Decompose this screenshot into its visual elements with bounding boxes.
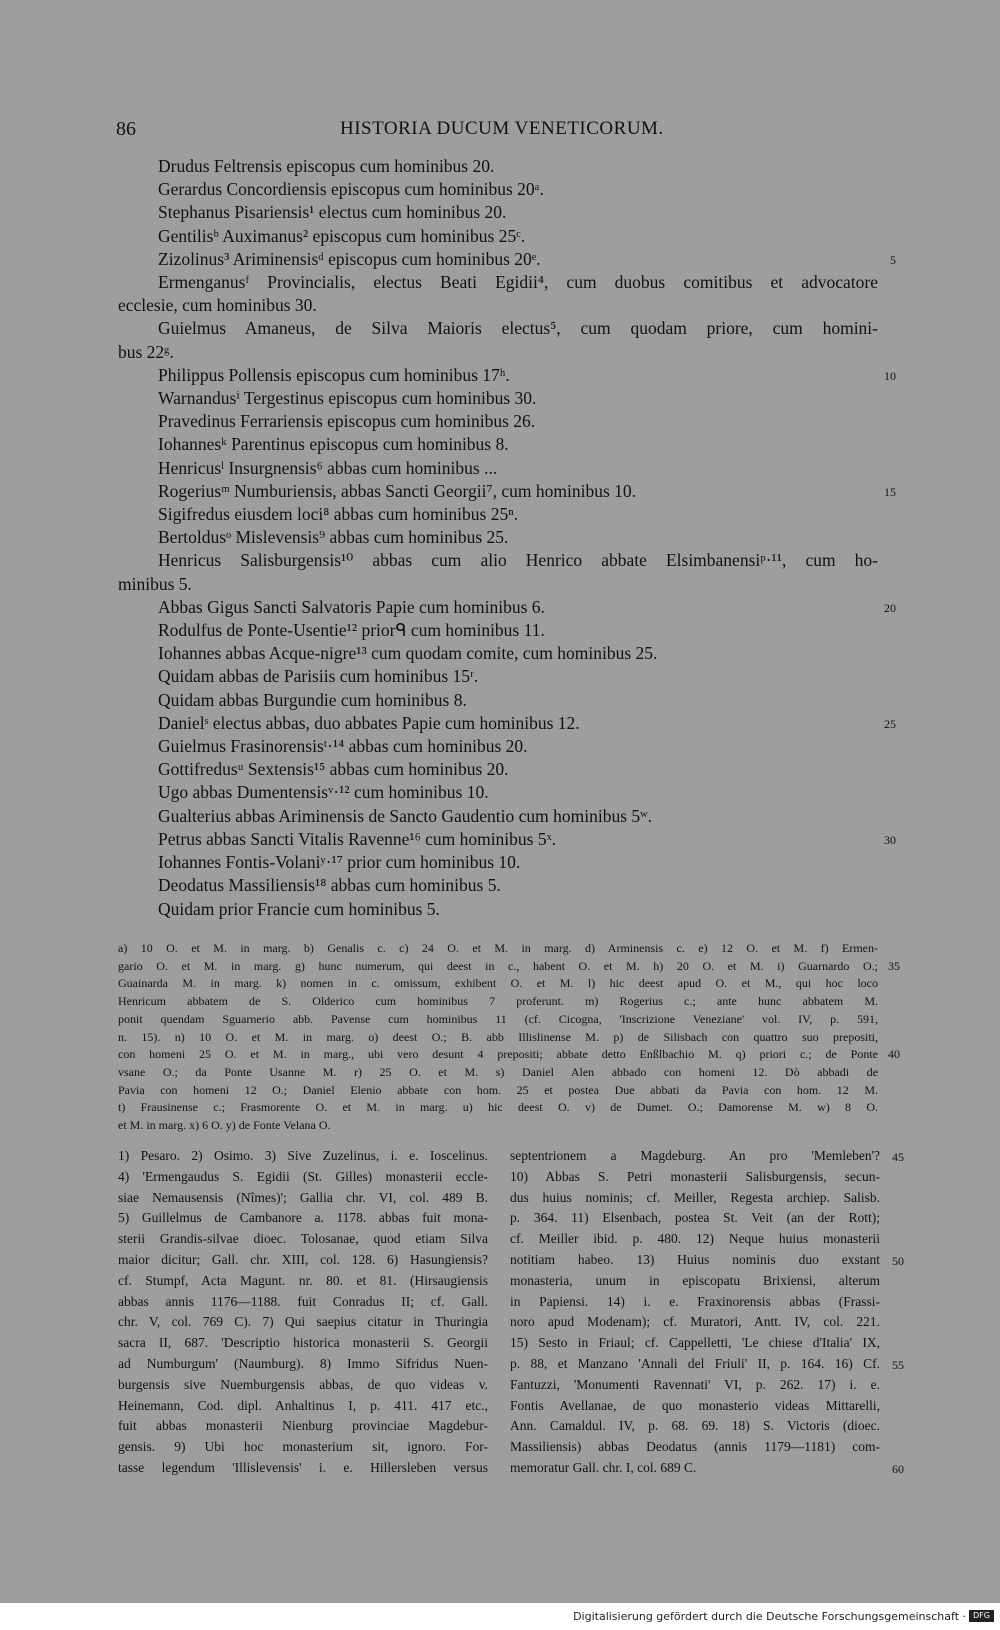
text-line-text: Quidam abbas de Parisiis cum hominibus 15ʳ. — [158, 666, 479, 687]
dfg-logo-icon: DFG — [969, 1610, 994, 1622]
apparatus-line — [118, 1117, 878, 1135]
text-line-text: Iohannes abbas Acque-nigre¹³ cum quodam comite, cum hominibus 25. — [158, 643, 658, 664]
note-line — [510, 1333, 880, 1354]
note-line — [510, 1396, 880, 1417]
apparatus-line — [118, 993, 878, 1011]
text-line-text: Pravedinus Ferrariensis episcopus cum hominibus 26. — [158, 411, 536, 432]
text-line-text: Gentilisᵇ Auximanus² episcopus cum hominibus 25ᶜ. — [158, 225, 526, 246]
line-number: 20 — [884, 600, 896, 615]
text-line — [118, 271, 878, 294]
notes-right-column — [510, 1146, 904, 1479]
text-line-text: Philippus Pollensis episcopus cum hominibus 17ʰ. — [158, 364, 510, 385]
text-line-text: Deodatus Massiliensis¹⁸ abbas cum hominibus 5. — [158, 875, 501, 896]
apparatus-line — [118, 940, 878, 958]
note-line-text: maior dicitur; Gall. chr. XIII, col. 128. 6) Hasungiensis? — [118, 1251, 488, 1267]
line-number: 25 — [884, 716, 896, 731]
note-line-text: notitiam habeo. 13) Huius nominis duo exstant — [510, 1251, 880, 1267]
note-line — [118, 1354, 488, 1375]
note-line — [118, 1416, 488, 1437]
footer-credit: Digitalisierung gefördert durch die Deutsche Forschungsgemeinschaft · — [573, 1610, 966, 1623]
line-number: 10 — [884, 368, 896, 383]
line-number: 50 — [892, 1253, 904, 1268]
text-line — [118, 387, 878, 410]
apparatus-line-text: a) 10 O. et M. in marg. b) Genalis c. c) 24 O. et M. in marg. d) Arminensis c. e) 12 O. et M. f) Ermen- — [118, 941, 878, 955]
note-line-text: sterii Grandis-silvae dioec. Tolosanae, quod etiam Silva — [118, 1231, 488, 1247]
text-line — [118, 689, 878, 712]
text-line — [118, 317, 878, 340]
note-line-text: p. 88, et Manzano 'Annali del Friuli' II, p. 164. 16) Cf. — [510, 1355, 880, 1371]
note-line — [118, 1188, 488, 1209]
text-line — [118, 433, 878, 456]
note-line-text: Fontis Avellanae, de quo monasterio videas Mittarelli, — [510, 1397, 880, 1413]
note-line-text: Fantuzzi, 'Monumenti Ravennati' VI, p. 262. 17) i. e. — [510, 1376, 880, 1392]
note-line — [118, 1229, 488, 1250]
text-line — [118, 573, 878, 596]
line-number: 60 — [892, 1461, 904, 1476]
note-line — [118, 1333, 488, 1354]
note-line — [118, 1250, 488, 1271]
apparatus-line-text: t) Frausinense c.; Frasmorente O. et M. in marg. u) hic deest O. v) de Dumet. O.; Damorense M. w) 8 O. — [118, 1100, 878, 1115]
note-line — [118, 1437, 488, 1458]
main-text — [118, 155, 896, 921]
note-line-text: noro apud Modenam); cf. Muratori, Antt. IV, col. 221. — [510, 1314, 880, 1330]
critical-apparatus — [118, 940, 900, 1135]
note-line-text: gensis. 9) Ubi hoc monasterium sit, ignoro. For- — [118, 1439, 488, 1455]
note-line-text: memoratur Gall. chr. I, col. 689 C. — [510, 1459, 697, 1475]
note-line — [118, 1167, 488, 1188]
apparatus-line-text: et M. in marg. x) 6 O. y) de Fonte Velana O. — [118, 1118, 331, 1133]
line-number: 15 — [884, 484, 896, 499]
text-line — [118, 410, 878, 433]
text-line-text: Rodulfus de Ponte-Usentie¹² priorᑫ cum hominibus 11. — [158, 620, 545, 641]
notes-left-column — [118, 1146, 488, 1479]
note-line-text: septentrionem a Magdeburg. An pro 'Memleben'? — [510, 1148, 880, 1163]
note-line — [118, 1292, 488, 1313]
note-line-text: sacra II, 687. 'Descriptio historica monasterii S. Georgii — [118, 1335, 488, 1351]
note-line-text: cf. Stumpf, Acta Magunt. nr. 80. et 81. (Hirsaugiensis — [118, 1272, 488, 1288]
text-line-text: Abbas Gigus Sancti Salvatoris Papie cum hominibus 6. — [158, 596, 545, 617]
note-line-text: tasse legendum 'Illislevensis' i. e. Hillersleben versus — [118, 1459, 488, 1475]
text-line-text: Iohannesᵏ Parentinus episcopus cum hominibus 8. — [158, 434, 509, 455]
note-line — [118, 1271, 488, 1292]
text-line — [118, 712, 896, 735]
note-line-text: abbas annis 1176—1188. fuit Conradus II; cf. Gall. — [118, 1293, 488, 1309]
apparatus-line — [118, 1029, 878, 1047]
note-line — [510, 1271, 880, 1292]
text-line-text: Gottifredusᵘ Sextensis¹⁵ abbas cum hominibus 20. — [158, 759, 509, 780]
running-title: HISTORIA DUCUM VENETICORUM. — [340, 118, 664, 139]
text-line-text: Henricus Salisburgensis¹⁰ abbas cum alio Henrico abbate Elsimbanensiᵖ·¹¹, cum ho- — [158, 550, 878, 571]
text-line — [118, 805, 878, 828]
note-line-text: 15) Sesto in Friaul; cf. Cappelletti, 'Le chiese d'Italia' IX, — [510, 1335, 880, 1351]
text-line-text: Iohannes Fontis-Volaniʸ·¹⁷ prior cum hominibus 10. — [158, 852, 521, 873]
note-line — [510, 1167, 880, 1188]
note-line-text: 10) Abbas S. Petri monasterii Salisburgensis, secun- — [510, 1168, 880, 1184]
note-line-text: chr. V, col. 769 C). 7) Qui saepius citatur in Thuringia — [118, 1314, 488, 1330]
text-line-text: Quidam prior Francie cum hominibus 5. — [158, 898, 440, 919]
text-line — [118, 851, 878, 874]
line-number: 30 — [884, 832, 896, 847]
text-line — [118, 155, 878, 178]
text-line — [118, 178, 878, 201]
page-number: 86 — [116, 118, 136, 140]
apparatus-line-text: Henricum abbatem de S. Olderico cum hominibus 7 proferunt. m) Rogerius c.; ante hunc abbatem M. — [118, 994, 878, 1009]
text-line-text: Guielmus Amaneus, de Silva Maioris electus⁵, cum quodam priore, cum homini- — [158, 318, 878, 339]
apparatus-line — [118, 1011, 878, 1029]
note-line-text: burgensis sive Nuemburgensis abbas, de quo videas v. — [118, 1376, 488, 1392]
note-line-text: monasteria, unum in episcopatu Brixiensi, alterum — [510, 1272, 880, 1288]
note-line-text: 5) Guillelmus de Cambanore a. 1178. abbas fuit mona- — [118, 1210, 488, 1226]
line-number: 35 — [888, 958, 900, 973]
text-line — [118, 549, 878, 572]
note-line — [510, 1354, 904, 1375]
text-line — [118, 294, 878, 317]
text-line — [118, 364, 896, 387]
digitization-footer — [0, 1603, 1000, 1630]
note-line-text: fuit abbas monasterii Nienburg provinciae Magdebur- — [118, 1418, 488, 1434]
note-line — [510, 1208, 880, 1229]
text-line — [118, 201, 878, 224]
note-line — [510, 1312, 880, 1333]
text-line — [118, 480, 896, 503]
note-line-text: Massiliensis) abbas Deodatus (annis 1179—1181) com- — [510, 1439, 880, 1455]
note-line-text: 4) 'Ermengaudus S. Egidii (St. Gilles) monasterii eccle- — [118, 1168, 488, 1184]
apparatus-line — [118, 1064, 878, 1082]
page-header — [0, 118, 1000, 148]
text-line — [118, 225, 878, 248]
note-line — [118, 1208, 488, 1229]
apparatus-line-text: gario O. et M. in marg. g) hunc numerum, qui deest in c., habent O. et M. h) 20 O. et M. i) Guarnardo O.; — [118, 958, 878, 973]
text-line — [118, 526, 878, 549]
text-line-text: Sigifredus eiusdem loci⁸ abbas cum hominibus 25ⁿ. — [158, 504, 519, 525]
text-line — [118, 898, 878, 921]
line-number: 45 — [892, 1150, 904, 1164]
text-line — [118, 503, 878, 526]
line-number: 5 — [890, 252, 896, 267]
text-line — [118, 758, 878, 781]
text-line-text: Quidam abbas Burgundie cum hominibus 8. — [158, 689, 467, 710]
text-line — [118, 874, 878, 897]
text-line-text: Ugo abbas Dumentensisᵛ·¹² cum hominibus 10. — [158, 782, 489, 803]
note-line-text: Heinemann, Cod. dipl. Anhaltinus I, p. 411. 417 etc., — [118, 1397, 488, 1413]
text-line-text: Gualterius abbas Ariminensis de Sancto Gaudentio cum hominibus 5ʷ. — [158, 805, 653, 826]
line-number: 40 — [888, 1047, 900, 1062]
text-line-text: Bertoldusᵒ Mislevensis⁹ abbas cum hominibus 25. — [158, 527, 509, 548]
note-line — [118, 1312, 488, 1333]
text-line — [118, 735, 878, 758]
text-line — [118, 619, 878, 642]
text-line-text: Gerardus Concordiensis episcopus cum hominibus 20ᵃ. — [158, 179, 544, 200]
note-line-text: ad Numburgum' (Naumburg). 8) Immo Sifridus Nuen- — [118, 1355, 488, 1371]
text-line-text: Danielˢ electus abbas, duo abbates Papie cum hominibus 12. — [158, 712, 580, 733]
note-line — [510, 1458, 904, 1479]
note-line — [510, 1375, 880, 1396]
note-line — [118, 1396, 488, 1417]
text-line-text: Warnandusⁱ Tergestinus episcopus cum hominibus 30. — [158, 388, 537, 409]
text-line — [118, 828, 896, 851]
apparatus-line-text: Pavia con homeni 12 O.; Daniel Elenio abbate con hom. 25 et postea Due abbati da Pavia con hom. 12 M. — [118, 1082, 878, 1097]
text-line-text: Henricusˡ Insurgnensis⁶ abbas cum hominibus ... — [158, 457, 498, 478]
text-line — [118, 781, 878, 804]
text-line-text: Rogeriusᵐ Numburiensis, abbas Sancti Georgii⁷, cum hominibus 10. — [158, 480, 637, 501]
note-line — [510, 1229, 880, 1250]
note-line — [510, 1292, 880, 1313]
note-line — [118, 1375, 488, 1396]
note-line — [118, 1458, 488, 1479]
text-line-text: Guielmus Frasinorensisᵗ·¹⁴ abbas cum hominibus 20. — [158, 736, 528, 757]
text-line — [118, 642, 878, 665]
apparatus-line — [118, 975, 878, 993]
apparatus-line — [118, 1082, 878, 1100]
apparatus-line-text: ponit quendam Sguarnerio abb. Pavense cum hominibus 11 (cf. Cicogna, 'Inscrizione Veneziane' vol. IV, p. 591, — [118, 1011, 878, 1026]
text-line-text: ecclesie, cum hominibus 30. — [118, 295, 317, 316]
apparatus-line-text: Guainarda M. in marg. k) nomen in c. omissum, exhibent O. et M. l) hic deest apud O. et M., qui hoc loco — [118, 976, 878, 991]
note-line-text: in Papiensi. 14) i. e. Fraxinorensis abbas (Frassi- — [510, 1293, 880, 1309]
note-line-text: Ann. Camaldul. IV, p. 68. 69. 18) S. Victoris (dioec. — [510, 1418, 880, 1434]
note-line — [510, 1146, 904, 1167]
text-line-text: Ermenganusᶠ Provincialis, electus Beati Egidii⁴, cum duobus comitibus et advocatore — [158, 272, 878, 293]
text-line-text: Drudus Feltrensis episcopus cum hominibus 20. — [158, 156, 495, 176]
text-line — [118, 248, 896, 271]
text-line-text: minibus 5. — [118, 573, 192, 594]
note-line-text: cf. Meiller ibid. p. 480. 12) Neque huius monasterii — [510, 1231, 880, 1247]
apparatus-line — [118, 958, 900, 976]
note-line-text: siae Nemausensis (Nîmes)'; Gallia chr. VI, col. 489 B. — [118, 1189, 488, 1205]
text-line — [118, 457, 878, 480]
text-line-text: Zizolinus³ Ariminensisᵈ episcopus cum hominibus 20ᵉ. — [158, 248, 541, 269]
note-line — [510, 1250, 904, 1271]
apparatus-line-text: n. 15). n) 10 O. et M. in marg. o) deest O.; B. abb Illislinense M. p) de Silisbach con quattro suo prepositi, — [118, 1029, 878, 1044]
note-line-text: 1) Pesaro. 2) Osimo. 3) Sive Zuzelinus, i. e. Ioscelinus. — [118, 1148, 488, 1163]
apparatus-line — [118, 1046, 900, 1064]
apparatus-line-text: con homeni 25 O. et M. in marg., ubi vero desunt 4 prepositi; abbate detto Enßlbachio M. q) priori c.; de Ponte — [118, 1047, 878, 1062]
text-line — [118, 341, 878, 364]
note-line — [510, 1437, 880, 1458]
note-line-text: p. 364. 11) Elsenbach, postea St. Veit (an der Rott); — [510, 1210, 880, 1226]
note-line — [510, 1188, 880, 1209]
note-line-text: dus huius nominis; cf. Meiller, Regesta archiep. Salisb. — [510, 1189, 880, 1205]
apparatus-line-text: vsane O.; da Ponte Usanne M. r) 25 O. et M. s) Daniel Alen abbado con homeni 12. Dò abbadi de — [118, 1064, 878, 1079]
apparatus-line — [118, 1099, 878, 1117]
note-line — [510, 1416, 880, 1437]
text-line-text: Petrus abbas Sancti Vitalis Ravenne¹⁶ cum hominibus 5ˣ. — [158, 828, 557, 849]
text-line-text: bus 22ᵍ. — [118, 341, 174, 362]
text-line — [118, 665, 878, 688]
text-line — [118, 596, 896, 619]
note-line — [118, 1146, 488, 1167]
text-line-text: Stephanus Pisariensis¹ electus cum hominibus 20. — [158, 202, 507, 223]
line-number: 55 — [892, 1357, 904, 1372]
